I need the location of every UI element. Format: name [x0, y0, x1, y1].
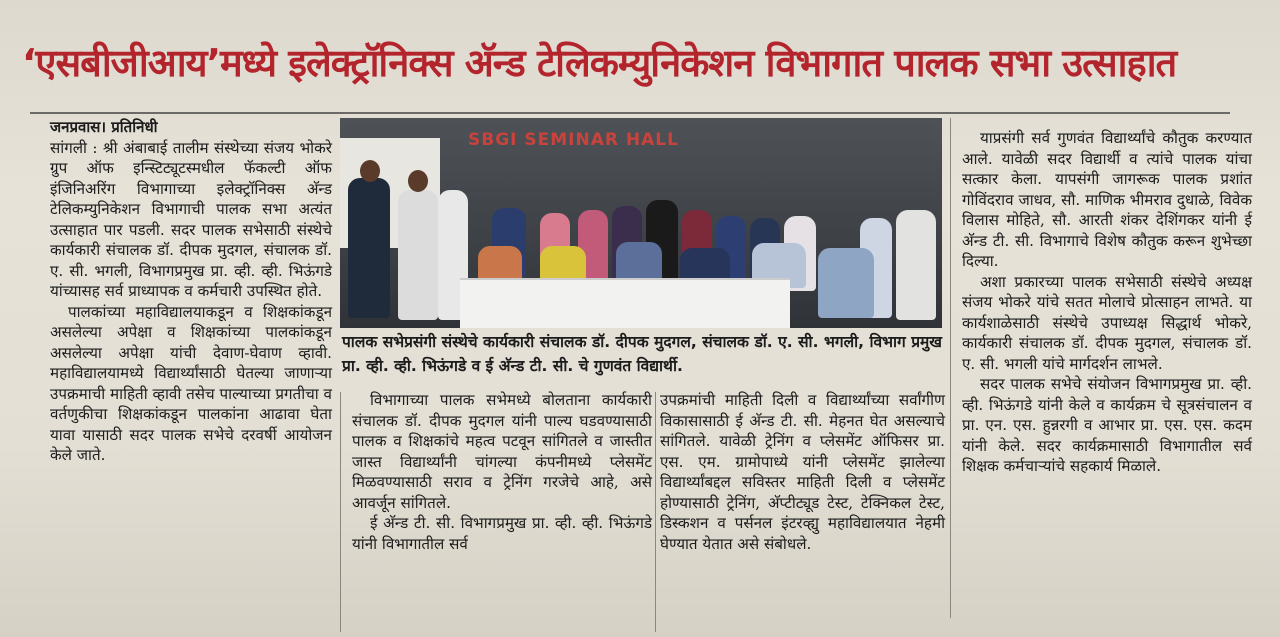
photo-table — [460, 278, 790, 328]
headline-rule — [30, 112, 1230, 114]
column-4 — [962, 128, 1252, 477]
column-4-paragraph-3: सदर पालक सभेचे संयोजन विभागप्रमुख प्रा. व्ही. व्ही. भिऊंगडे यांनी केले व कार्यक्रम चे सूत्रसंचालन व प्रा. एन. एस. हुन्नरगी व आभार प्रा. एस. एस. कदम यांनी केले. सदर कार्यक्रमासाठी विभागातील सर्व शिक्षक कर्मचाऱ्यांचे सहकार्य मिळाले. — [962, 375, 1252, 475]
photo-caption: पालक सभेप्रसंगी संस्थेचे कार्यकारी संचालक डॉ. दीपक मुदगल, संचालक डॉ. ए. सी. भगली, विभाग प्रमुख प्रा. व्ही. व्ही. भिऊंगडे व ई अ‍ॅन्ड टी. सी. चे गुणवंत विद्यार्थी. — [342, 333, 942, 375]
column-2 — [352, 390, 652, 554]
column-1-paragraph-1: सांगली : श्री अंबाबाई तालीम संस्थेच्या संजय भोकरे ग्रुप ऑफ इन्स्टिट्यूटस्मधील फॅकल्टी ऑफ इंजिनिअरिंग विभागाच्या इलेक्ट्रॉनिक्स अ‍ॅन्ड टेलिकम्युनिकेशन विभागाची पालक सभा अत्यंत उत्साहात पार पडली. सदर पालक सभेसाठी संस्थेचे कार्यकारी संचालक डॉ. दीपक मुदगल, संचालक डॉ. ए. सी. भगली, विभागप्रमुख प्रा. व्ही. व्ही. भिऊंगडे यांच्यासह सर्व प्राध्यापक व कर्मचारी उपस्थित होते. — [50, 138, 332, 300]
column-divider — [340, 392, 341, 632]
photo-person — [896, 210, 936, 320]
column-2-paragraph-1: विभागाच्या पालक सभेमध्ये बोलताना कार्यकारी संचालक डॉ. दीपक मुदगल यांनी पाल्य घडवण्यासाठी पालक व शिक्षकांचे महत्व पटवून सांगितले व जास्तीत जास्त विद्यार्थ्यांनी चांगल्या कंपनीमध्ये प्लेसमेंट मिळवण्यासाठी सराव व ट्रेनिंग गरजेचे आहे, असे आवर्जून सांगितले. — [352, 391, 652, 512]
column-1 — [50, 117, 332, 466]
column-2-paragraph-2: ई अ‍ॅन्ड टी. सी. विभागप्रमुख प्रा. व्ही. व्ही. भिऊंगडे यांनी विभागातील सर्व — [352, 514, 652, 553]
column-1-paragraph-2: पालकांच्या महाविद्यालयाकडून व शिक्षकांकडून असलेल्या अपेक्षा व शिक्षकांच्या पालकांकडून असलेल्या अपेक्षा यांची देवाण-घेवाण व्हावी. महाविद्यालयामध्ये विद्यार्थ्यांसाठी घेतल्या जाणाऱ्या उपक्रमाची माहिती व्हावी तसेच पाल्याच्या प्रगतीचा व वर्तणुकीचा शिक्षकांकडून पालकांना आढावा घेता यावा यासाठी सदर पालक सभेचे दरवर्षी आयोजन केले जाते. — [50, 302, 332, 464]
byline: जनप्रवास। प्रतिनिधी — [50, 118, 158, 136]
headline: ‘एसबीजीआय’मध्ये इलेक्ट्रॉनिक्स अ‍ॅन्ड टेलिकम्युनिकेशन विभागात पालक सभा उत्साहात — [22, 41, 1177, 85]
photo-person-head — [408, 170, 428, 192]
photo-hall-sign: SBGI SEMINAR HALL — [468, 130, 679, 150]
photo-person — [398, 190, 438, 320]
column-divider — [950, 118, 951, 618]
photo-person-head — [360, 160, 380, 182]
photo-person — [348, 178, 390, 318]
photo-person — [818, 248, 874, 318]
column-3 — [660, 390, 945, 554]
event-photo — [340, 118, 942, 328]
column-divider — [655, 392, 656, 632]
column-4-paragraph-1: याप्रसंगी सर्व गुणवंत विद्यार्थ्यांचे कौतुक करण्यात आले. यावेळी सदर विद्यार्थी व त्यांचे पालक यांचा सत्कार केला. यापसंगी जागरूक पालक प्रशांत गोविंदराव जाधव, सौ. माणिक भीमराव दुधाळे, विवेक विलास मोहिते, सौ. आरती शंकर देशिंगकर यांनी ई अ‍ॅन्ड टी. सी. विभागाचे विशेष कौतुक करून शुभेच्छा दिल्या. — [962, 129, 1252, 270]
column-4-paragraph-2: अशा प्रकारच्या पालक सभेसाठी संस्थेचे अध्यक्ष संजय भोकरे यांचे सतत मोलाचे प्रोत्साहन लाभते. या कार्यशाळेसाठी संस्थेचे उपाध्यक्ष सिद्धार्थ भोकरे, कार्यकारी संचालक डॉ. दीपक मुदगल, संचालक डॉ. ए. सी. भगली यांचे मार्गदर्शन लाभले. — [962, 272, 1252, 373]
column-3-paragraph-1: उपक्रमांची माहिती दिली व विद्यार्थ्यांच्या सर्वांगीण विकासासाठी ई अ‍ॅन्ड टी. सी. मेहनत घेत असल्याचे सांगितले. यावेळी ट्रेनिंग व प्लेसमेंट ऑफिसर प्रा. एस. एम. ग्रामोपाध्ये यांनी प्लेसमेंट झालेल्या विद्यार्थ्यांबद्दल सविस्तर माहिती दिली व प्लेसमेंट होण्यासाठी ट्रेनिंग, अ‍ॅप्टीट्यूड टेस्ट, टेक्निकल टेस्ट, डिस्कशन व पर्सनल इंटरव्ह्यु महाविद्यालयात नेहमी घेण्यात येतात असे संबोधले. — [660, 391, 945, 553]
